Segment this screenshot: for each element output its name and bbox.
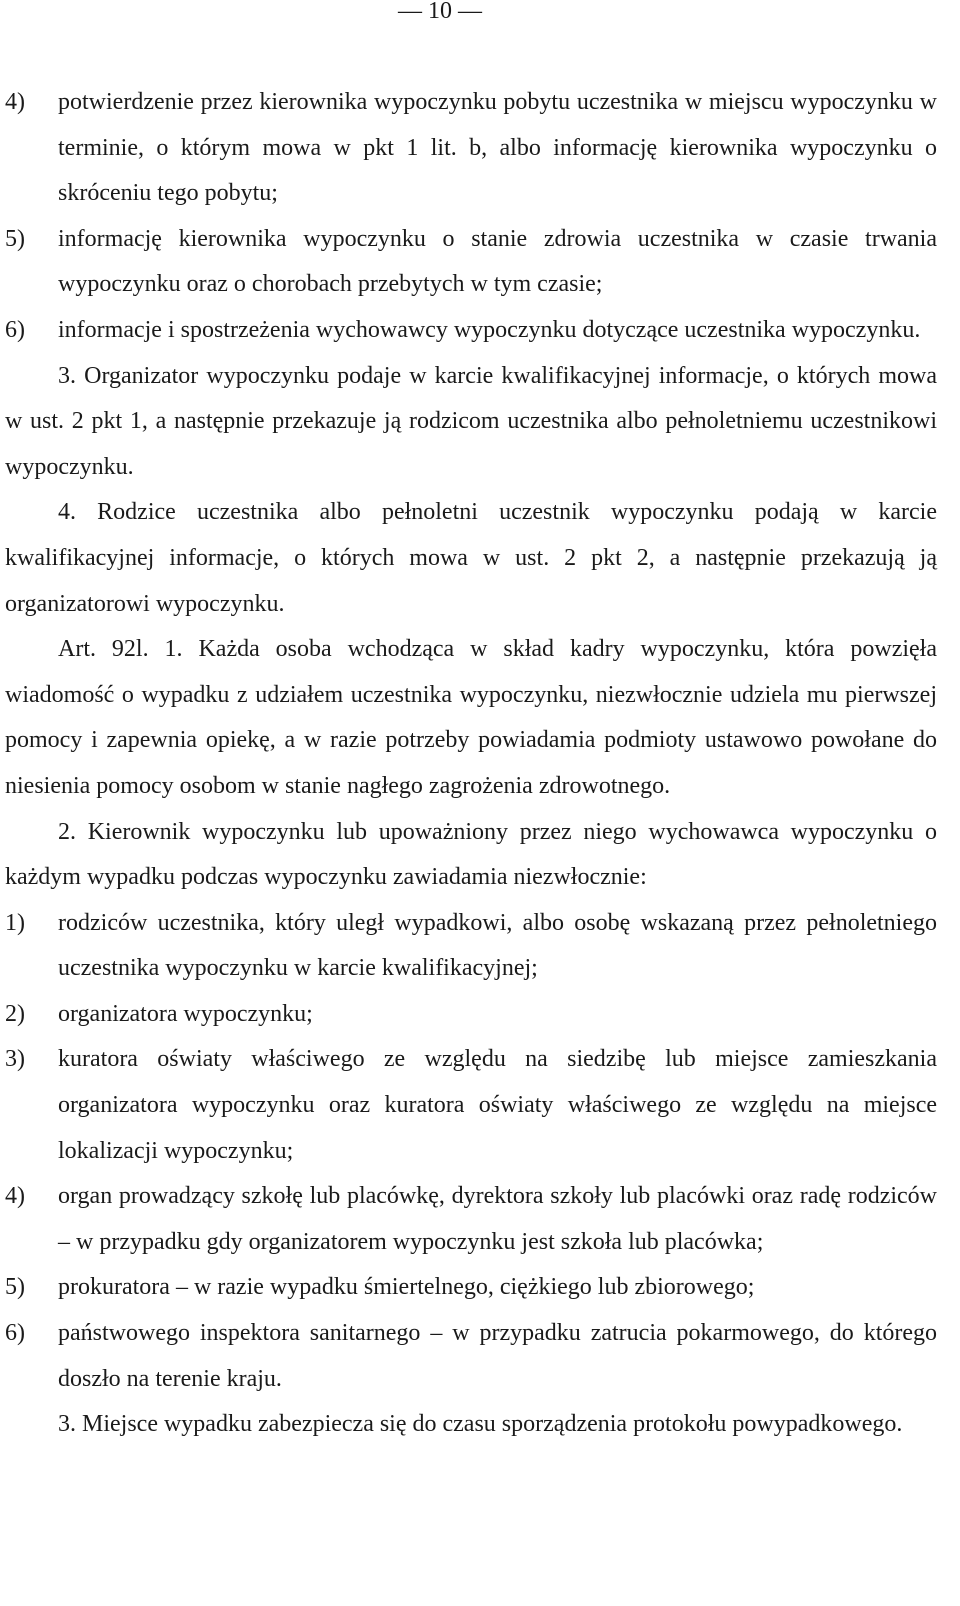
list-item-number: 4) [5,89,25,115]
list-item-number: 3) [5,1046,25,1073]
list-item [5,1311,937,1402]
list-item [5,1174,937,1265]
paragraph-ust-3: 3. Organizator wypoczynku podaje w karcie kwalifikacyjnej informacje, o których mowa w ust. 2 pkt 1, a następnie przekazuje ją rodzicom uczestnika albo pełnoletniemu uczestnikowi wypoczynku. [5,362,937,480]
list-item [5,992,937,1038]
list-item-number: 5) [5,225,25,252]
list-item-text: kuratora oświaty właściwego ze względu na siedzibę lub miejsce zamieszkania organizatora wypoczynku oraz kuratora oświaty właściwego ze względu na miejsce lokalizacji wypoczynku; [58,1046,937,1164]
list-item-number: 2) [5,1000,25,1027]
list-item-text: prokuratora – w razie wypadku śmiertelnego, ciężkiego lub zbiorowego; [58,1274,755,1301]
list-item-text: państwowego inspektora sanitarnego – w przypadku zatrucia pokarmowego, do którego doszło na terenie kraju. [58,1320,937,1392]
page-number: — 10 — [398,0,482,24]
article-92l-ust-2: 2. Kierownik wypoczynku lub upoważniony przez niego wychowawca wypoczynku o każdym wypadku podczas wypoczynku zawiadamia niezwłocznie: [5,818,937,891]
list-item-number: 4) [5,1183,25,1210]
article-92l-ust-1: Art. 92l. 1. Każda osoba wchodząca w skład kadry wypoczynku, która powzięła wiadomość o wypadku z udziałem uczestnika wypoczynku, niezwłocznie udziela mu pierwszej pomocy i zapewnia opiekę, a w razie potrzeby powiadamia podmioty ustawowo powołane do niesienia pomocy osobom w stanie nagłego zagrożenia zdrowotnego. [5,636,937,799]
list-item-number: 6) [5,316,25,343]
list-item-text: organ prowadzący szkołę lub placówkę, dyrektora szkoły lub placówki oraz radę rodziców – w przypadku gdy organizatorem wypoczynku jest szkoła lub placówka; [58,1183,937,1255]
list-item-text: informację kierownika wypoczynku o stanie zdrowia uczestnika w czasie trwania wypoczynku oraz o chorobach przebytych w tym czasie; [58,225,937,298]
list-item [5,1037,937,1174]
list-item [5,1265,937,1311]
list-item [5,80,937,217]
list-item [5,217,937,308]
list-item-number: 1) [5,909,25,936]
list-item-number: 5) [5,1274,25,1301]
list-item [5,308,937,354]
list-item-text: informacje i spostrzeżenia wychowawcy wypoczynku dotyczące uczestnika wypoczynku. [58,316,921,343]
paragraph-ust-4: 4. Rodzice uczestnika albo pełnoletni uczestnik wypoczynku podają w karcie kwalifikacyjnej informacje, o których mowa w ust. 2 pkt 2, a następnie przekazują ją organizatorowi wypoczynku. [5,499,937,617]
list-item-text: rodziców uczestnika, który uległ wypadkowi, albo osobę wskazaną przez pełnoletniego uczestnika wypoczynku w karcie kwalifikacyjnej; [58,909,937,982]
list-item-number: 6) [5,1320,25,1347]
list-item-text: potwierdzenie przez kierownika wypoczynku pobytu uczestnika w miejscu wypoczynku w terminie, o którym mowa w pkt 1 lit. b, albo informację kierownika wypoczynku o skróceniu tego pobytu; [58,89,937,207]
article-92l-ust-3: 3. Miejsce wypadku zabezpiecza się do czasu sporządzenia protokołu powypadkowego. [58,1411,903,1438]
list-item-text: organizatora wypoczynku; [58,1000,313,1027]
document-body [5,80,937,1448]
list-item [5,901,937,992]
